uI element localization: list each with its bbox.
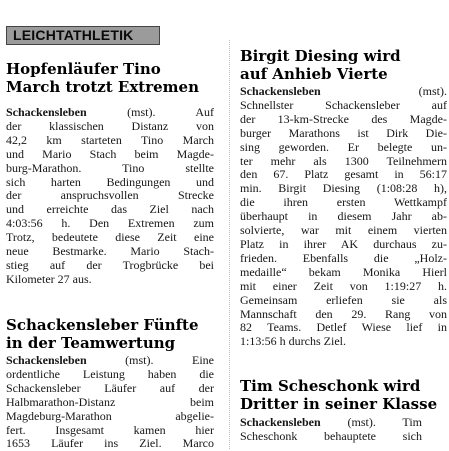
body-line: der klassischen Distanz von <box>6 118 214 133</box>
body-line: Trotz, bedeutete diese Zeit eine <box>6 230 214 245</box>
body-line: Halbmarathon-Distanz beim <box>6 394 214 409</box>
body-line: frieden. Ebenfalls die „Holz- <box>240 250 447 265</box>
body-line: burger Marathons ist Dirk Die- <box>240 125 447 140</box>
body-line: 1653 Läufer ins Ziel. Marco <box>6 436 214 451</box>
headline-line: auf Anhieb Vierte <box>240 65 388 83</box>
headline-line: Hopfenläufer Tino <box>6 60 161 78</box>
article-dateline: Schackensleben <box>240 84 321 98</box>
body-line: min. Birgit Diesing (1:08:28 h), <box>240 181 447 196</box>
body-line: sich harten Bedingungen und <box>6 174 214 189</box>
body-line: Magdeburg-Marathon abgelie- <box>6 408 214 423</box>
article-headline <box>6 60 199 96</box>
article-dateline: Schackensleben <box>6 353 87 367</box>
body-line: medaille“ bekam Monika Hierl <box>240 264 447 279</box>
body-line: (mst). Auf <box>86 105 214 119</box>
body-line: Scheschonk behauptete sich <box>240 428 422 443</box>
body-line: fert. Insgesamt kamen hier <box>6 422 214 437</box>
body-line: der anspruchsvollen Strecke <box>6 188 214 203</box>
body-line: 42,2 km starteten Tino March <box>6 132 214 147</box>
body-line: ordentliche Leistung haben die <box>6 366 214 381</box>
headline-line: in der Teamwertung <box>6 334 176 352</box>
body-line: mit einer Zeit von 1:19:27 h. <box>240 278 447 293</box>
article-headline <box>6 316 199 352</box>
body-line: Schnellster Schackensleber auf <box>240 97 447 112</box>
body-line: und Mario Stach beim Magde- <box>6 146 214 161</box>
body-line: neue Bestmarke. Mario Stach- <box>6 244 214 259</box>
article-dateline: Schackensleben <box>6 105 87 119</box>
body-line: Schackensleber Läufer auf der <box>6 380 214 395</box>
headline-line: Schackensleber Fünfte <box>6 316 199 334</box>
article-headline <box>240 377 437 413</box>
body-line: sing geworden. Er belegte un- <box>240 139 447 154</box>
body-line: (mst). Eine <box>86 353 214 367</box>
headline-line: Dritter in seiner Klasse <box>240 395 438 413</box>
body-line: den 67. Platz gesamt in 56:17 <box>240 167 447 182</box>
body-line: Gemeinsam erliefen sie als <box>240 292 447 307</box>
body-line: überhaupt in diesem Jahr ab- <box>240 209 447 224</box>
section-label: LEICHTATHLETIK <box>6 26 160 45</box>
body-line: (mst). Tim <box>320 415 422 429</box>
body-line: solvierte, war mit einem vierten <box>240 223 447 238</box>
body-line: Kilometer 27 aus. <box>6 271 92 286</box>
body-line: Platz in ihrer AK durchaus zu- <box>240 236 447 251</box>
headline-line: March trotzt Extremen <box>6 78 199 96</box>
body-line: stieg auf der Trogbrücke bei <box>6 257 214 272</box>
body-line: 82 Teams. Detlef Wiese lief in <box>240 320 447 335</box>
body-line: ter mehr als 1300 Teilnehmern <box>240 153 447 168</box>
body-line: burg-Marathon. Tino stellte <box>6 160 214 175</box>
article-body <box>240 416 422 444</box>
article-body <box>240 85 447 349</box>
headline-line: Birgit Diesing wird <box>240 47 401 65</box>
body-line: 4:03:56 h. Den Extremen zum <box>6 216 214 231</box>
body-line: Mannschaft den 29. Rang von <box>240 306 447 321</box>
article-body <box>6 354 214 451</box>
body-line: (mst). <box>320 84 447 98</box>
body-line: die ihren ersten Wettkampf <box>240 195 447 210</box>
body-line: 1:13:56 h durchs Ziel. <box>240 334 346 349</box>
article-body <box>6 106 214 287</box>
headline-line: Tim Scheschonk wird <box>240 377 421 395</box>
column-divider <box>229 40 230 449</box>
article-dateline: Schackensleben <box>240 415 321 429</box>
body-line: und erreichte das Ziel nach <box>6 202 214 217</box>
body-line: der 13-km-Strecke des Magde- <box>240 111 447 126</box>
article-headline <box>240 47 401 83</box>
